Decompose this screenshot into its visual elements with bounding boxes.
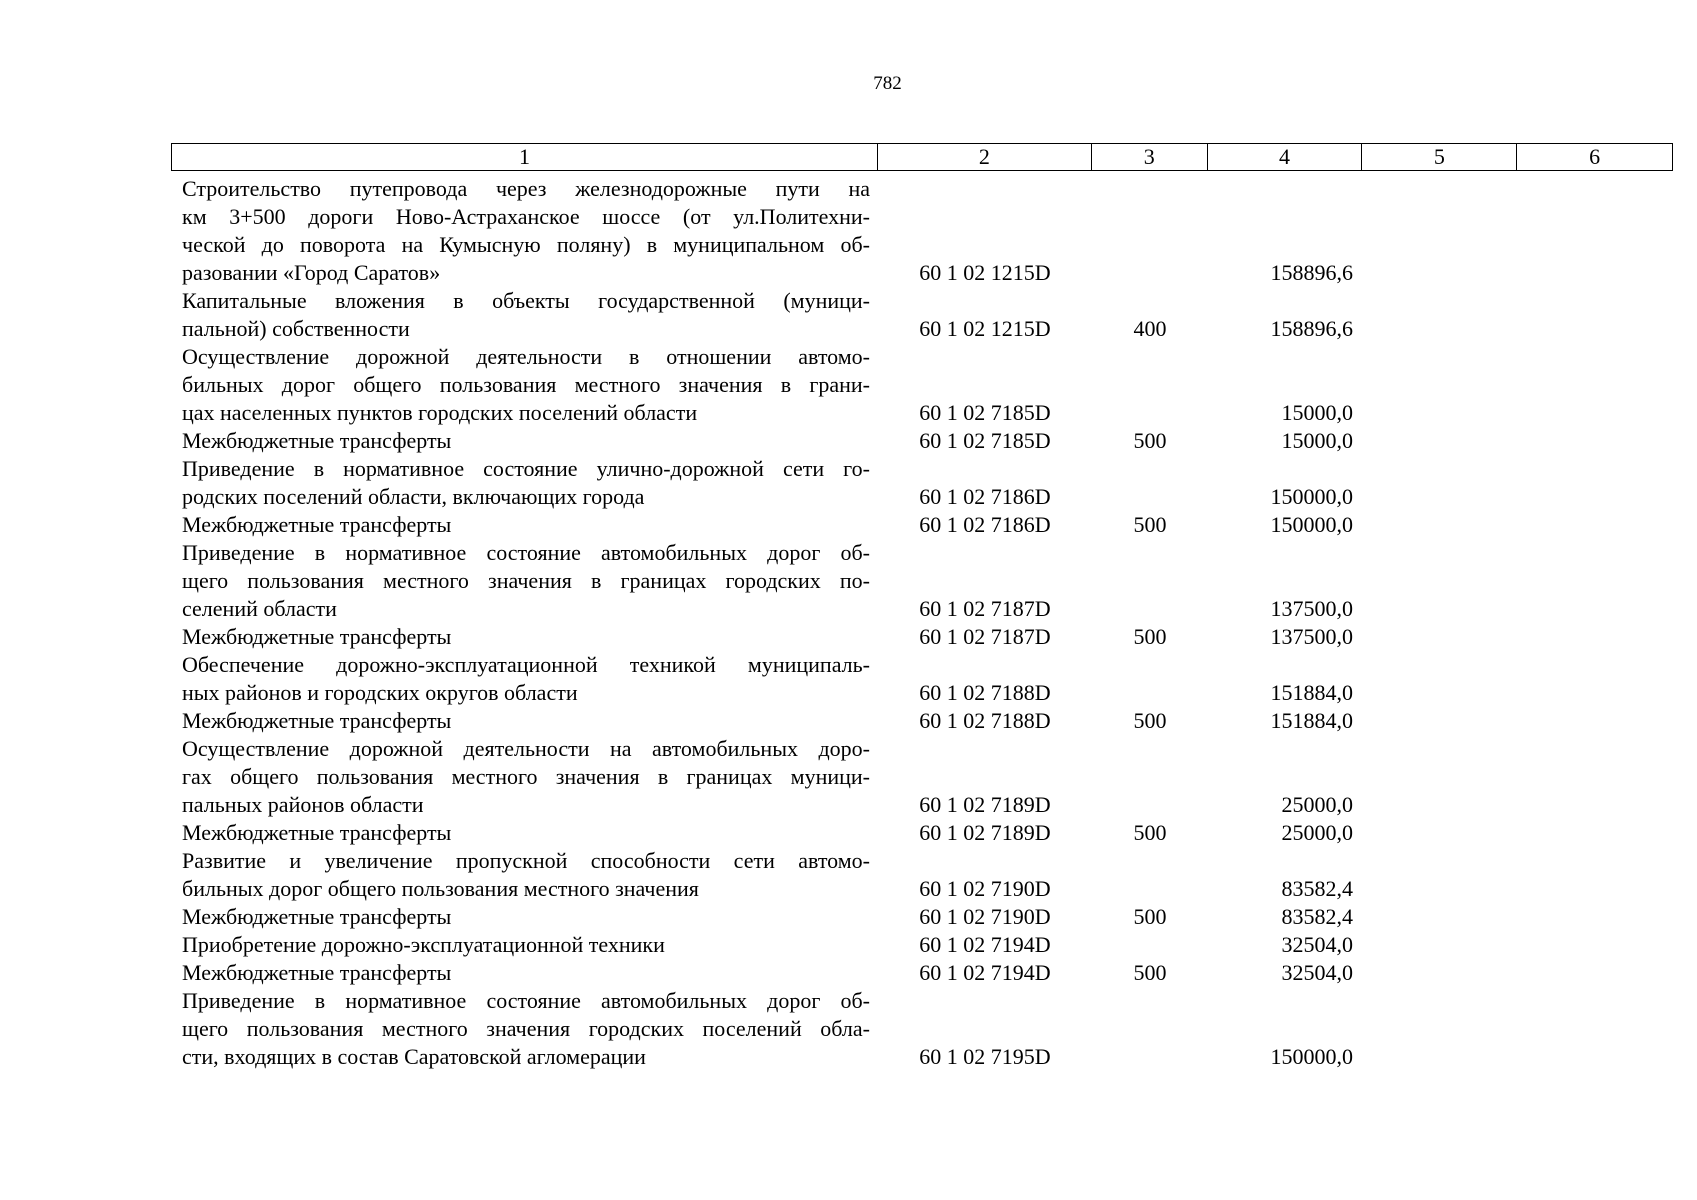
row-description — [171, 987, 878, 1071]
header-col-6: 6 — [1589, 144, 1601, 169]
row-code: 60 1 02 7190D — [919, 876, 1051, 901]
row-code: 60 1 02 1215D — [919, 316, 1051, 341]
table-header — [171, 143, 1673, 171]
description-line: гах общего пользования местного значения в границах муници- — [182, 764, 870, 789]
description-line: щего пользования местного значения в границах городских по- — [182, 568, 870, 593]
table-row — [171, 959, 1673, 987]
description-line: Строительство путепровода через железнодорожные пути на — [182, 176, 870, 201]
row-expense-type: 500 — [1133, 624, 1167, 649]
row-description — [171, 287, 878, 343]
table-row — [171, 903, 1673, 931]
table-row — [171, 707, 1673, 735]
description-line: Развитие и увеличение пропускной способности сети автомо- — [182, 848, 870, 873]
row-description — [171, 175, 878, 287]
row-code: 60 1 02 7194D — [919, 960, 1051, 985]
row-amount: 151884,0 — [1270, 708, 1353, 733]
description-line: щего пользования местного значения городских поселений обла- — [182, 1016, 870, 1041]
row-amount: 137500,0 — [1270, 624, 1353, 649]
header-col-1: 1 — [172, 144, 878, 170]
header-col-4: 4 — [1208, 144, 1363, 170]
description-line: Обеспечение дорожно-эксплуатационной техникой муниципаль- — [182, 652, 870, 677]
row-description — [171, 959, 878, 987]
row-description — [171, 707, 878, 735]
description-line: цах населенных пунктов городских поселений области — [182, 400, 698, 425]
table-row — [171, 287, 1673, 343]
row-expense-type: 500 — [1133, 708, 1167, 733]
header-col-5: 5 — [1362, 144, 1517, 170]
row-expense-type: 500 — [1133, 904, 1167, 929]
description-line: Межбюджетные трансферты — [182, 820, 452, 845]
row-expense-type: 500 — [1133, 820, 1167, 845]
description-line: ных районов и городских округов области — [182, 680, 578, 705]
description-line: Межбюджетные трансферты — [182, 512, 452, 537]
row-amount: 83582,4 — [1281, 904, 1353, 929]
row-code: 60 1 02 7186D — [919, 512, 1051, 537]
description-line: Межбюджетные трансферты — [182, 708, 452, 733]
row-amount: 150000,0 — [1270, 484, 1353, 509]
table-row — [171, 651, 1673, 707]
row-code: 60 1 02 7190D — [919, 904, 1051, 929]
description-line: ческой до поворота на Кумысную поляну) в муниципальном об- — [182, 232, 870, 257]
description-line: селений области — [182, 596, 337, 621]
row-description — [171, 343, 878, 427]
description-line: сти, входящих в состав Саратовской агломерации — [182, 1044, 646, 1069]
table-row — [171, 819, 1673, 847]
description-line: бильных дорог общего пользования местного значения в грани- — [182, 372, 870, 397]
row-amount: 83582,4 — [1281, 876, 1353, 901]
row-amount: 158896,6 — [1270, 260, 1353, 285]
row-description — [171, 651, 878, 707]
table-row — [171, 175, 1673, 287]
row-code: 60 1 02 7188D — [919, 680, 1051, 705]
row-amount: 150000,0 — [1270, 1044, 1353, 1069]
row-amount: 25000,0 — [1281, 820, 1353, 845]
description-line: разовании «Город Саратов» — [182, 260, 441, 285]
description-line: Межбюджетные трансферты — [182, 624, 452, 649]
row-code: 60 1 02 7189D — [919, 820, 1051, 845]
header-col-3: 3 — [1092, 144, 1208, 170]
row-amount: 25000,0 — [1281, 792, 1353, 817]
description-line: родских поселений области, включающих города — [182, 484, 645, 509]
row-description — [171, 903, 878, 931]
description-line: Осуществление дорожной деятельности на автомобильных доро- — [182, 736, 870, 761]
description-line: Межбюджетные трансферты — [182, 904, 452, 929]
row-description — [171, 455, 878, 511]
description-line: пальных районов области — [182, 792, 424, 817]
row-description — [171, 735, 878, 819]
row-expense-type: 500 — [1133, 428, 1167, 453]
table-row — [171, 623, 1673, 651]
table-body — [171, 175, 1673, 1071]
row-code: 60 1 02 7187D — [919, 624, 1051, 649]
description-line: Межбюджетные трансферты — [182, 960, 452, 985]
description-line: Капитальные вложения в объекты государственной (муници- — [182, 288, 870, 313]
description-line: Приведение в нормативное состояние автомобильных дорог об- — [182, 540, 870, 565]
row-amount: 32504,0 — [1281, 960, 1353, 985]
table-row — [171, 427, 1673, 455]
row-code: 60 1 02 7194D — [919, 932, 1051, 957]
table-row — [171, 987, 1673, 1071]
row-expense-type: 500 — [1133, 512, 1167, 537]
description-line: бильных дорог общего пользования местного значения — [182, 876, 699, 901]
row-expense-type: 400 — [1133, 316, 1167, 341]
row-code: 60 1 02 7186D — [919, 484, 1051, 509]
row-description — [171, 511, 878, 539]
description-line: Межбюджетные трансферты — [182, 428, 452, 453]
row-expense-type: 500 — [1133, 960, 1167, 985]
row-description — [171, 931, 878, 959]
table-row — [171, 735, 1673, 819]
table-row — [171, 931, 1673, 959]
table-row — [171, 847, 1673, 903]
row-code: 60 1 02 7187D — [919, 596, 1051, 621]
description-line: км 3+500 дороги Ново-Астраханское шоссе (от ул.Политехни- — [182, 204, 870, 229]
header-col-2: 2 — [878, 144, 1092, 170]
page-number: 782 — [873, 73, 902, 94]
row-code: 60 1 02 7185D — [919, 400, 1051, 425]
row-code: 60 1 02 7189D — [919, 792, 1051, 817]
table-row — [171, 511, 1673, 539]
table-row — [171, 455, 1673, 511]
row-description — [171, 539, 878, 623]
row-amount: 15000,0 — [1281, 400, 1353, 425]
row-description — [171, 847, 878, 903]
description-line: Приведение в нормативное состояние автомобильных дорог об- — [182, 988, 870, 1013]
row-amount: 150000,0 — [1270, 512, 1353, 537]
table-row — [171, 539, 1673, 623]
row-code: 60 1 02 7185D — [919, 428, 1051, 453]
row-code: 60 1 02 7188D — [919, 708, 1051, 733]
description-line: пальной) собственности — [182, 316, 410, 341]
row-amount: 137500,0 — [1270, 596, 1353, 621]
row-description — [171, 623, 878, 651]
row-amount: 158896,6 — [1270, 316, 1353, 341]
description-line: Приобретение дорожно-эксплуатационной техники — [182, 932, 665, 957]
table-row — [171, 343, 1673, 427]
row-code: 60 1 02 1215D — [919, 260, 1051, 285]
row-code: 60 1 02 7195D — [919, 1044, 1051, 1069]
row-amount: 32504,0 — [1281, 932, 1353, 957]
description-line: Осуществление дорожной деятельности в отношении автомо- — [182, 344, 870, 369]
row-description — [171, 427, 878, 455]
row-description — [171, 819, 878, 847]
row-amount: 15000,0 — [1281, 428, 1353, 453]
description-line: Приведение в нормативное состояние улично-дорожной сети го- — [182, 456, 870, 481]
row-amount: 151884,0 — [1270, 680, 1353, 705]
